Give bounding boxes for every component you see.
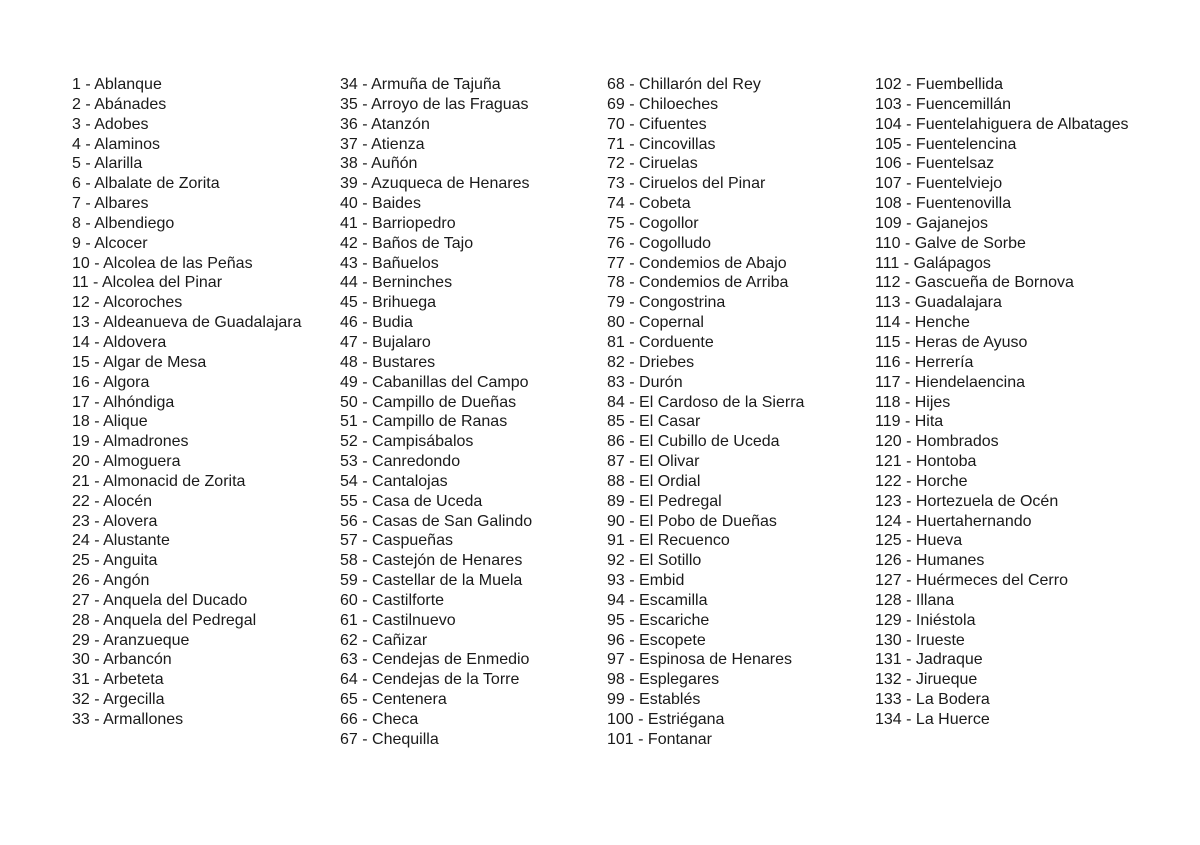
municipality-entry: 34 - Armuña de Tajuña xyxy=(340,76,501,93)
municipality-entry: 71 - Cincovillas xyxy=(607,135,716,153)
municipality-entry: 19 - Almadrones xyxy=(72,433,189,451)
municipality-column-3 xyxy=(607,75,867,750)
municipality-entry: 63 - Cendejas de Enmedio xyxy=(340,651,530,669)
municipality-entry: 41 - Barriopedro xyxy=(340,214,456,232)
municipality-entry: 22 - Alocén xyxy=(72,492,153,510)
municipality-entry: 64 - Cendejas de la Torre xyxy=(340,671,520,689)
municipality-entry: 131 - Jadraque xyxy=(875,651,983,669)
municipality-entry: 78 - Condemios de Arriba xyxy=(607,274,789,292)
municipality-entry: 81 - Corduente xyxy=(607,333,714,351)
municipality-entry: 23 - Alovera xyxy=(72,512,158,530)
municipality-entry: 70 - Cifuentes xyxy=(607,115,707,133)
municipality-entry: 115 - Heras de Ayuso xyxy=(875,333,1028,351)
municipality-entry: 130 - Irueste xyxy=(875,631,965,649)
municipality-entry: 43 - Bañuelos xyxy=(340,254,439,272)
municipality-entry: 7 - Albares xyxy=(72,195,149,213)
municipality-entry: 107 - Fuentelviejo xyxy=(875,175,1003,193)
municipality-entry: 85 - El Casar xyxy=(607,413,701,431)
municipality-entry: 103 - Fuencemillán xyxy=(875,95,1012,113)
municipality-entry: 123 - Hortezuela de Océn xyxy=(875,492,1059,510)
municipality-entry: 9 - Alcocer xyxy=(72,234,148,252)
municipality-entry: 105 - Fuentelencina xyxy=(875,135,1017,153)
municipality-entry: 87 - El Olivar xyxy=(607,453,700,471)
municipality-entry: 28 - Anquela del Pedregal xyxy=(72,611,257,629)
municipality-entry: 121 - Hontoba xyxy=(875,453,977,471)
municipality-entry: 109 - Gajanejos xyxy=(875,214,988,232)
municipality-entry: 67 - Chequilla xyxy=(340,730,439,748)
municipality-entry: 10 - Alcolea de las Peñas xyxy=(72,254,253,272)
municipality-entry: 88 - El Ordial xyxy=(607,472,701,490)
municipality-entry: 94 - Escamilla xyxy=(607,591,708,609)
municipality-entry: 133 - La Bodera xyxy=(875,691,990,709)
municipality-entry: 132 - Jirueque xyxy=(875,671,978,689)
municipality-entry: 124 - Huertahernando xyxy=(875,512,1032,530)
municipality-entry: 11 - Alcolea del Pinar xyxy=(72,274,223,292)
municipality-entry: 72 - Ciruelas xyxy=(607,155,698,173)
municipality-entry: 60 - Castilforte xyxy=(340,591,445,609)
municipality-entry: 82 - Driebes xyxy=(607,353,695,371)
municipality-entry: 26 - Angón xyxy=(72,572,150,590)
municipality-entry: 95 - Escariche xyxy=(607,611,710,629)
municipality-entry: 56 - Casas de San Galindo xyxy=(340,512,533,530)
municipality-entry: 44 - Berninches xyxy=(340,274,453,292)
municipality-entry: 127 - Huérmeces del Cerro xyxy=(875,572,1068,590)
municipality-entry: 47 - Bujalaro xyxy=(340,333,431,351)
municipality-entry: 100 - Estriégana xyxy=(607,711,725,728)
municipality-entry: 20 - Almoguera xyxy=(72,453,181,471)
municipality-entry: 110 - Galve de Sorbe xyxy=(875,234,1026,252)
municipality-entry: 89 - El Pedregal xyxy=(607,492,722,510)
municipality-entry: 53 - Canredondo xyxy=(340,453,461,471)
municipality-entry: 66 - Checa xyxy=(340,711,419,728)
municipality-entry: 113 - Guadalajara xyxy=(875,294,1002,312)
municipality-entry: 108 - Fuentenovilla xyxy=(875,195,1012,213)
municipality-entry: 32 - Argecilla xyxy=(72,691,165,709)
municipality-entry: 45 - Brihuega xyxy=(340,294,437,312)
municipality-entry: 14 - Aldovera xyxy=(72,333,167,351)
municipality-entry: 112 - Gascueña de Bornova xyxy=(875,274,1074,292)
municipality-entry: 25 - Anguita xyxy=(72,552,158,570)
municipality-entry: 1 - Ablanque xyxy=(72,76,162,93)
municipality-entry: 27 - Anquela del Ducado xyxy=(72,591,248,609)
municipality-entry: 73 - Ciruelos del Pinar xyxy=(607,175,766,193)
municipality-entry: 33 - Armallones xyxy=(72,711,184,728)
municipality-entry: 99 - Establés xyxy=(607,691,701,709)
municipality-entry: 122 - Horche xyxy=(875,472,968,490)
municipality-entry: 13 - Aldeanueva de Guadalajara xyxy=(72,314,302,332)
municipality-entry: 79 - Congostrina xyxy=(607,294,726,312)
municipality-entry: 35 - Arroyo de las Fraguas xyxy=(340,95,529,113)
municipality-entry: 77 - Condemios de Abajo xyxy=(607,254,787,272)
municipality-entry: 51 - Campillo de Ranas xyxy=(340,413,508,431)
municipality-entry: 46 - Budia xyxy=(340,314,413,332)
municipality-entry: 116 - Herrería xyxy=(875,353,974,371)
municipality-entry: 74 - Cobeta xyxy=(607,195,691,213)
municipality-entry: 128 - Illana xyxy=(875,591,955,609)
municipality-entry: 84 - El Cardoso de la Sierra xyxy=(607,393,805,411)
municipality-entry: 55 - Casa de Uceda xyxy=(340,492,483,510)
municipality-entry: 36 - Atanzón xyxy=(340,115,430,133)
municipality-entry: 52 - Campisábalos xyxy=(340,433,474,451)
municipality-entry: 37 - Atienza xyxy=(340,135,425,153)
municipality-entry: 117 - Hiendelaencina xyxy=(875,373,1026,391)
municipality-entry: 15 - Algar de Mesa xyxy=(72,353,207,371)
municipality-entry: 24 - Alustante xyxy=(72,532,170,550)
municipality-entry: 29 - Aranzueque xyxy=(72,631,190,649)
municipality-entry: 5 - Alarilla xyxy=(72,155,143,173)
municipality-entry: 91 - El Recuenco xyxy=(607,532,730,550)
municipality-entry: 42 - Baños de Tajo xyxy=(340,234,474,252)
municipality-entry: 104 - Fuentelahiguera de Albatages xyxy=(875,115,1129,133)
municipality-entry: 16 - Algora xyxy=(72,373,150,391)
municipality-entry: 49 - Cabanillas del Campo xyxy=(340,373,529,391)
municipality-entry: 69 - Chiloeches xyxy=(607,95,719,113)
municipality-entry: 118 - Hijes xyxy=(875,393,951,411)
municipality-entry: 3 - Adobes xyxy=(72,115,149,133)
municipality-column-1 xyxy=(72,75,332,730)
municipality-entry: 4 - Alaminos xyxy=(72,135,161,153)
municipality-entry: 106 - Fuentelsaz xyxy=(875,155,995,173)
municipality-entry: 75 - Cogollor xyxy=(607,214,699,232)
municipality-entry: 90 - El Pobo de Dueñas xyxy=(607,512,777,530)
municipality-entry: 126 - Humanes xyxy=(875,552,985,570)
municipality-entry: 96 - Escopete xyxy=(607,631,706,649)
municipality-entry: 61 - Castilnuevo xyxy=(340,611,456,629)
municipality-entry: 119 - Hita xyxy=(875,413,944,431)
municipality-entry: 59 - Castellar de la Muela xyxy=(340,572,523,590)
municipality-column-2 xyxy=(340,75,600,750)
municipality-entry: 101 - Fontanar xyxy=(607,730,712,748)
municipality-entry: 125 - Hueva xyxy=(875,532,963,550)
municipality-entry: 102 - Fuembellida xyxy=(875,76,1004,93)
municipality-entry: 57 - Caspueñas xyxy=(340,532,453,550)
municipality-entry: 111 - Galápagos xyxy=(875,254,991,272)
municipality-entry: 93 - Embid xyxy=(607,572,685,590)
municipality-entry: 80 - Copernal xyxy=(607,314,704,332)
municipality-entry: 54 - Cantalojas xyxy=(340,472,448,490)
municipality-entry: 92 - El Sotillo xyxy=(607,552,702,570)
municipality-entry: 97 - Espinosa de Henares xyxy=(607,651,792,669)
municipality-entry: 2 - Abánades xyxy=(72,95,167,113)
municipality-entry: 98 - Esplegares xyxy=(607,671,720,689)
municipality-entry: 86 - El Cubillo de Uceda xyxy=(607,433,780,451)
municipality-entry: 65 - Centenera xyxy=(340,691,447,709)
municipality-entry: 17 - Alhóndiga xyxy=(72,393,175,411)
municipality-entry: 62 - Cañizar xyxy=(340,631,428,649)
municipality-entry: 83 - Durón xyxy=(607,373,683,391)
municipality-entry: 8 - Albendiego xyxy=(72,214,175,232)
municipality-entry: 76 - Cogolludo xyxy=(607,234,712,252)
municipality-entry: 50 - Campillo de Dueñas xyxy=(340,393,517,411)
municipality-entry: 134 - La Huerce xyxy=(875,711,990,728)
municipality-entry: 58 - Castejón de Henares xyxy=(340,552,523,570)
municipality-entry: 114 - Henche xyxy=(875,314,970,332)
municipality-entry: 38 - Auñón xyxy=(340,155,418,173)
municipality-entry: 6 - Albalate de Zorita xyxy=(72,175,220,193)
municipality-entry: 30 - Arbancón xyxy=(72,651,172,669)
municipality-entry: 68 - Chillarón del Rey xyxy=(607,76,761,93)
municipality-entry: 39 - Azuqueca de Henares xyxy=(340,175,530,193)
municipality-entry: 129 - Iniéstola xyxy=(875,611,976,629)
municipality-entry: 40 - Baides xyxy=(340,195,421,213)
municipality-entry: 48 - Bustares xyxy=(340,353,436,371)
municipality-entry: 12 - Alcoroches xyxy=(72,294,183,312)
municipality-column-4 xyxy=(875,75,1135,730)
municipality-entry: 18 - Alique xyxy=(72,413,148,431)
municipality-entry: 21 - Almonacid de Zorita xyxy=(72,472,246,490)
municipality-entry: 31 - Arbeteta xyxy=(72,671,164,689)
municipality-entry: 120 - Hombrados xyxy=(875,433,999,451)
